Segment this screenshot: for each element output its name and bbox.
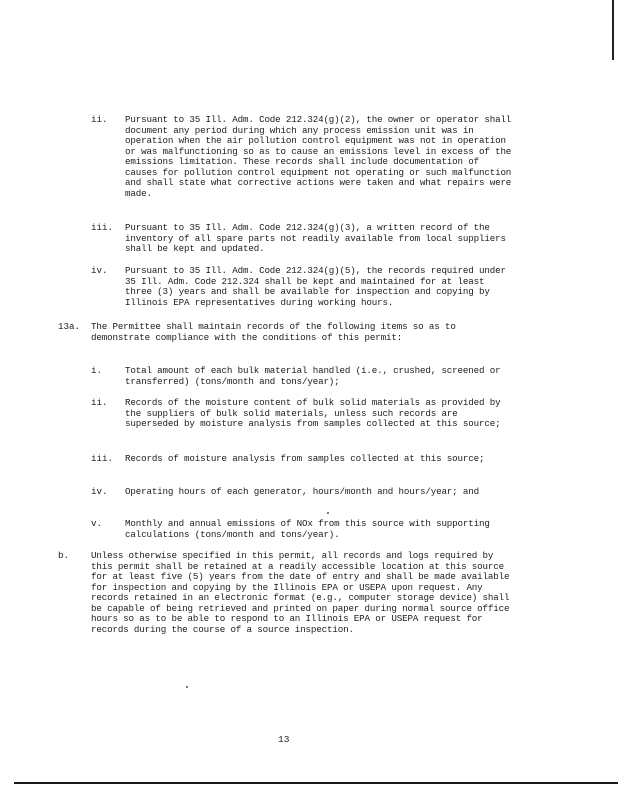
- item-number: iii.: [91, 453, 114, 464]
- item-text: Pursuant to 35 Ill. Adm. Code 212.324(g)(3), a written record of the inventory of all spare parts not readily available from local suppliers shall be kept and updated.: [125, 222, 506, 254]
- item-number: i.: [91, 365, 103, 376]
- item-text: Total amount of each bulk material handled (i.e., crushed, screened or transferred) (tons/month and tons/year);: [125, 365, 501, 387]
- scan-edge-bottom: [14, 782, 618, 784]
- item-text: Pursuant to 35 Ill. Adm. Code 212.324(g)(5), the records required under 35 Ill. Adm. Code 212.324 shall be kept and maintained for at least three (3) years and shall be available for inspection and copying by Illinois EPA representatives during working hours.: [125, 265, 506, 308]
- item-text: Records of moisture analysis from samples collected at this source;: [125, 453, 485, 464]
- scan-speck: [186, 686, 188, 688]
- item-number: ii.: [91, 114, 108, 125]
- section-number: b.: [58, 550, 70, 561]
- page-number: 13: [278, 734, 290, 745]
- scan-edge-right: [612, 0, 614, 60]
- item-text: Records of the moisture content of bulk solid materials as provided by the suppliers of bulk solid materials, unless such records are superseded by moisture analysis from samples collected at this source;: [125, 397, 501, 429]
- item-text: Pursuant to 35 Ill. Adm. Code 212.324(g)(2), the owner or operator shall document any period during which any process emission unit was in operation when the air pollution control equipment was not in operation or was malfunctioning so as to cause an emissions level in excess of the emissions limitation. These records shall include documentation of causes for pollution control equipment not operating or such malfunction and shall state what corrective actions were taken and what repairs were made.: [125, 114, 512, 199]
- scan-speck: [327, 512, 329, 514]
- section-text: The Permittee shall maintain records of the following items so as to demonstrate compliance with the conditions of this permit:: [91, 321, 456, 343]
- item-text: Monthly and annual emissions of NOx from this source with supporting calculations (tons/month and tons/year).: [125, 518, 490, 540]
- section-text: Unless otherwise specified in this permit, all records and logs required by this permit shall be retained at a readily accessible location at this source for at least five (5) years from the date of entry and shall be made available for inspection and copying by the Illinois EPA or USEPA upon request. Any records retained in an electronic format (e.g., computer storage device) shall be capable of being retrieved and printed on paper during normal source office hours so as to be able to respond to an Illinois EPA or USEPA request for records during the course of a source inspection.: [91, 550, 510, 635]
- item-number: v.: [91, 518, 103, 529]
- item-number: iv.: [91, 265, 108, 276]
- item-number: iii.: [91, 222, 114, 233]
- section-number: 13a.: [58, 321, 81, 332]
- item-number: iv.: [91, 486, 108, 497]
- item-text: Operating hours of each generator, hours/month and hours/year; and: [125, 486, 479, 497]
- item-number: ii.: [91, 397, 108, 408]
